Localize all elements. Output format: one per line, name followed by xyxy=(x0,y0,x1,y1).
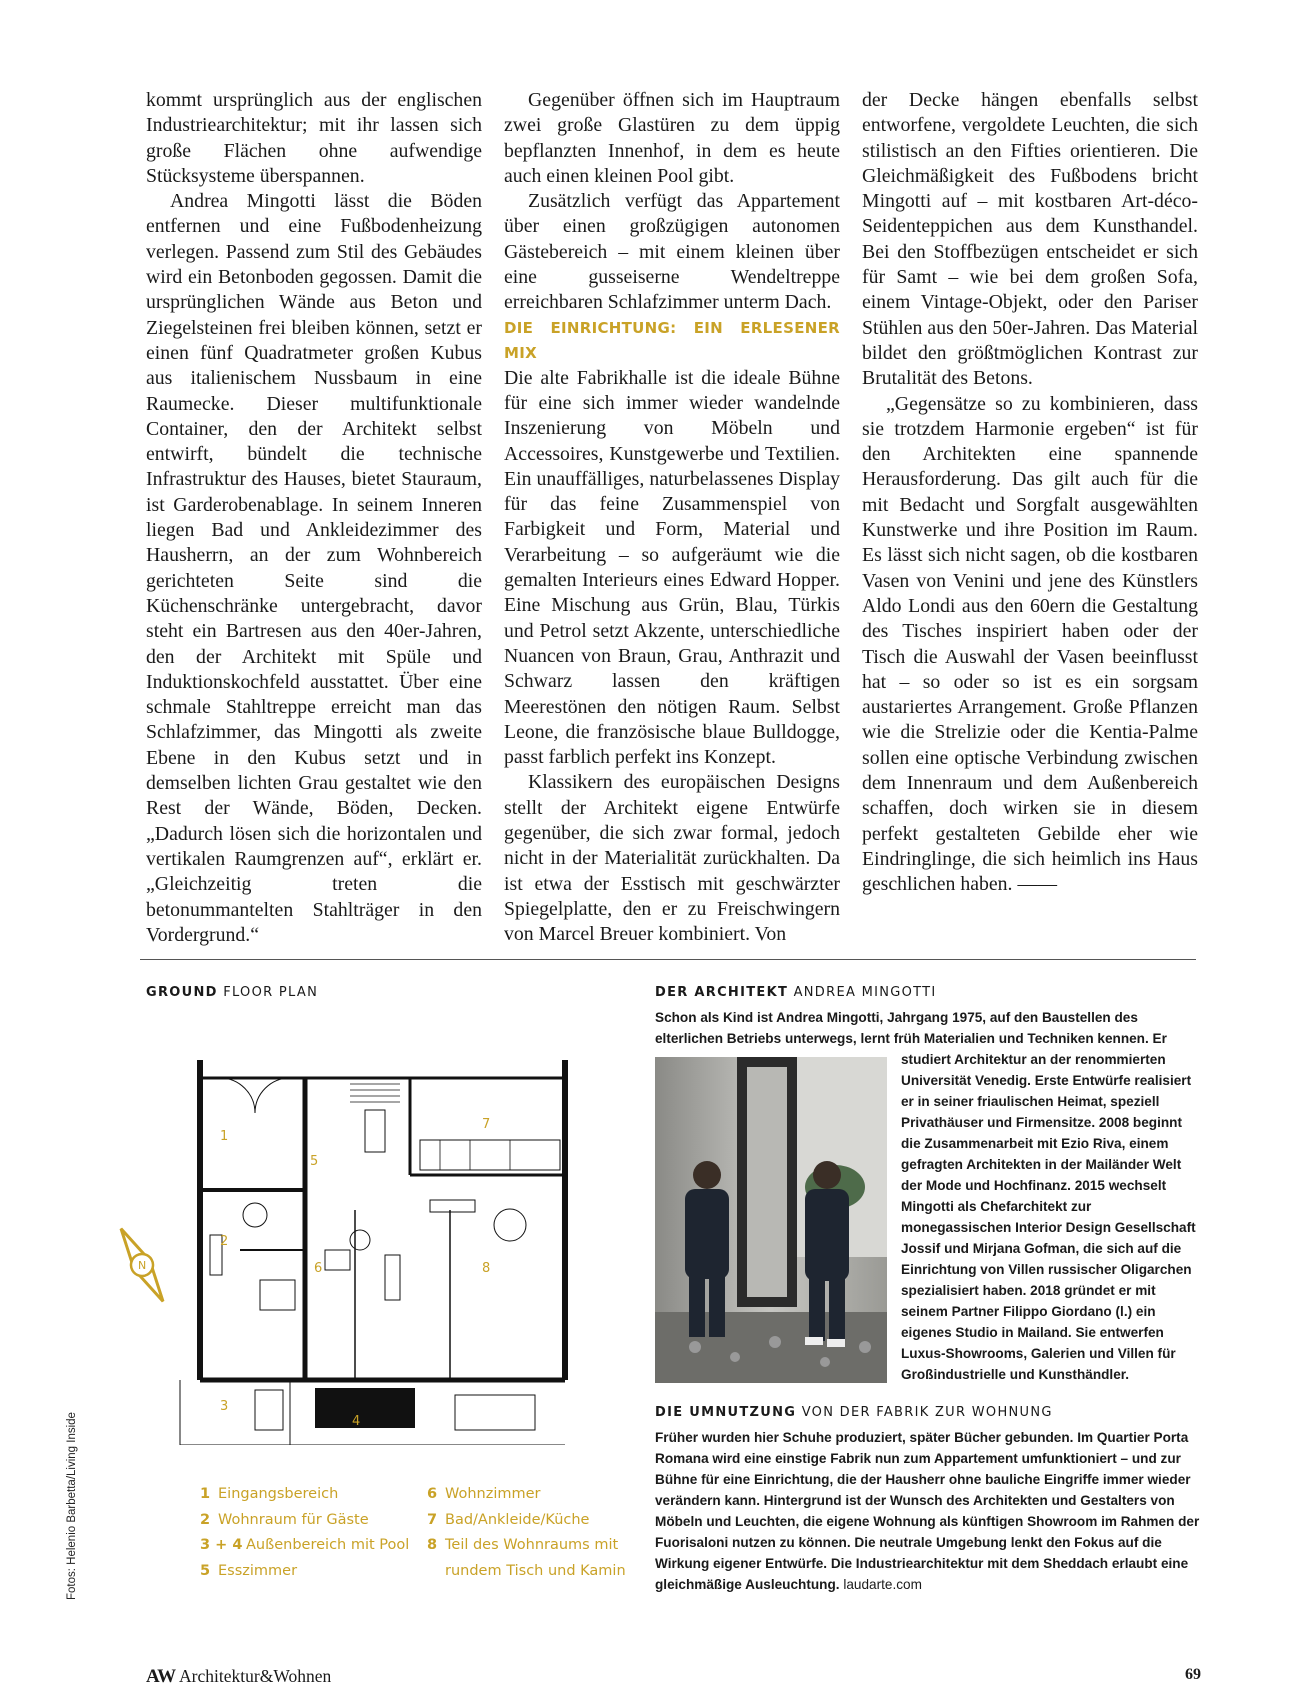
conversion-text xyxy=(655,1427,1200,1595)
legend-number: 2 xyxy=(200,1511,211,1528)
legend-item xyxy=(427,1533,626,1559)
col1-paragraph-1: kommt ursprünglich aus der englischen Industriearchitektur; mit ihr lassen sich große Flächen ohne aufwendige Stücksysteme überspannen. xyxy=(146,89,482,187)
legend-item xyxy=(200,1482,409,1508)
col1-paragraph-2: Andrea Mingotti lässt die Böden entfernen und eine Fußbodenheizung verlegen. Passend zum Stil des Gebäudes wird ein Betonboden gegossen. Damit die ursprünglichen Wände aus Beton und Ziegelsteinen frei bleiben können, setzt er einen fünf Quadratmeter großen Kubus aus italienischem Nussbaum in eine Raumecke. Dieser multifunktionale Container, den der Architekt selbst entwirft, bündelt die technische Infrastruktur des Hauses, bietet Stauraum, ist Garderobenablage. In seinem Inneren liegen Bad und Ankleidezimmer des Hausherrn, an der zum Wohnbereich gerichteten Seite sind die Küchenschränke untergebracht, davor steht ein Bartresen aus den 40er-Jahren, den der Architekt mit Spüle und Induktionskochfeld ausstattet. Über eine schmale Stahltreppe erreicht man das Schlafzimmer, das Mingotti als zweite Ebene in den Kubus setzt und in demselben lichten Grau gestaltet wie den Rest der Wände, Böden, Decken. „Dadurch lösen sich die horizontalen und vertikalen Raumgrenzen auf“, erklärt er. „Gleichzeitig treten die betonummantelten Stahlträger in den Vordergrund.“ xyxy=(146,190,482,946)
section-heading: DIE EINRICHTUNG: EIN ERLESENER MIX xyxy=(504,318,840,362)
room-number-2: 2 xyxy=(220,1234,229,1249)
floor-plan-title-rest: FLOOR PLAN xyxy=(223,985,319,1000)
article-column-2 xyxy=(504,88,840,948)
legend-label: Wohnraum für Gäste xyxy=(218,1511,369,1528)
col2-paragraph-1: Gegenüber öffnen sich im Hauptraum zwei große Glastüren zu dem üppig bepflanzten Innenhof, in dem es heute auch einen kleinen Pool gibt. xyxy=(504,89,840,187)
end-mark: —— xyxy=(1017,873,1058,896)
architect-bio: studiert Architektur an der renommierten Universität Venedig. Erste Entwürfe realisiert er in seiner friaulischen Heimat, speziell Privathäuser und Firmensitze. 2008 beginnt die Zusammenarbeit mit Ezio Riva, einem gefragten Architekten in der Mailänder Welt der Mode und Hochfinanz. 2015 wechselt Mingotti als Chefarchitekt zur monegassischen Interior Design Gesellschaft Jossif und Mirjana Gofman, die sich auf die Einrichtung von Villen russischer Oligarchen spezialisiert haben. 2018 gründet er mit seinem Partner Filippo Giordano (l.) ein eigenes Studio in Mailand. Sie entwerfen Luxus-Showrooms, Galerien und Villen für Großindustrielle und Kunsthändler. xyxy=(901,1052,1196,1382)
room-number-8: 8 xyxy=(482,1261,491,1276)
legend-item xyxy=(427,1482,626,1508)
person-right xyxy=(813,1161,841,1189)
person-left xyxy=(693,1161,721,1189)
floor-plan-drawing xyxy=(110,1050,580,1445)
conversion-title-bold: DIE UMNUTZUNG xyxy=(655,1405,797,1420)
legend-number: 7 xyxy=(427,1511,438,1528)
floor-plan-title-bold: GROUND xyxy=(146,985,218,1000)
logo-text: Architektur&Wohnen xyxy=(179,1666,332,1686)
legend-label: rundem Tisch und Kamin xyxy=(445,1562,626,1579)
conversion-body: Früher wurden hier Schuhe produziert, später Bücher gebunden. Im Quartier Porta Romana wird eine einstige Fabrik nun zum Appartement umfunktioniert – und zur Bühne für eine Einrichtung, die der Hausherr ohne bauliche Eingriffe immer wieder verändern kann. Hintergrund ist der Wunsch des Architekten und Gestalters von Möbeln und Leuchten, die eigene Wohnung als künftigen Showroom im Rahmen der Fuorisaloni nutzen zu können. Die neutrale Umgebung lenkt den Fokus auf die Wirkung eigener Entwürfe. Die Industriearchitektur mit dem Sheddach erlaubt eine gleichmäßige Ausleuchtung. xyxy=(655,1430,1200,1592)
legend-number: 1 xyxy=(200,1486,211,1502)
floor-plan-legend-right xyxy=(427,1482,626,1584)
legend-label: Bad/Ankleide/Küche xyxy=(445,1511,590,1528)
floor-plan-title xyxy=(146,985,318,1000)
architect-photo xyxy=(655,1057,887,1383)
legend-label: Teil des Wohnraums mit xyxy=(445,1537,619,1553)
floor-plan-legend-left xyxy=(200,1482,409,1584)
room-number-4: 4 xyxy=(352,1414,361,1429)
room-number-5: 5 xyxy=(310,1154,319,1169)
legend-item xyxy=(200,1508,409,1534)
article-column-3 xyxy=(862,88,1198,898)
col2-paragraph-2: Zusätzlich verfügt das Appartement über einen großzügigen autonomen Gästebereich – mit einem kleinen über eine gusseiserne Wendeltreppe erreichbaren Schlafzimmer unterm Dach. xyxy=(504,190,840,314)
legend-item xyxy=(427,1508,626,1534)
legend-item xyxy=(200,1559,409,1585)
architect-title-rest: ANDREA MINGOTTI xyxy=(793,985,937,1000)
legend-label: Außenbereich mit Pool xyxy=(246,1537,410,1553)
legend-number: 3 + 4 xyxy=(200,1537,243,1553)
room-number-3: 3 xyxy=(220,1399,229,1414)
legend-item xyxy=(200,1533,409,1559)
compass-label: N xyxy=(138,1259,147,1272)
compass-icon xyxy=(111,1223,172,1307)
legend-label: Esszimmer xyxy=(218,1562,298,1579)
room-number-1: 1 xyxy=(220,1129,229,1144)
section-divider xyxy=(140,959,1196,960)
architect-title xyxy=(655,985,937,1000)
architect-intro: Schon als Kind ist Andrea Mingotti, Jahrgang 1975, auf den Baustellen des elterlichen Betriebs unterwegs, lernt früh Materialien und Techniken kennen. Er xyxy=(655,1010,1167,1046)
col2-paragraph-4: Klassikern des europäischen Designs stellt der Architekt eigene Entwürfe gegenüber, die sich zwar formal, jedoch nicht in der Materialität zurückhalten. Da ist etwa der Esstisch mit geschwärzter Spiegelplatte, den er zu Freischwingern von Marcel Breuer kombiniert. Von xyxy=(504,771,840,946)
room-number-6: 6 xyxy=(314,1261,323,1276)
room-number-7: 7 xyxy=(482,1117,491,1132)
photo-credit: Fotos: Helenio Barbetta/Living Inside xyxy=(66,1412,78,1600)
col3-paragraph-1: der Decke hängen ebenfalls selbst entworfene, vergoldete Leuchten, die sich stilistisch an den Fifties orientieren. Die Gleichmäßigkeit des Fußbodens bricht Mingotti auf – mit kostbaren Art-déco-Seidenteppichen aus dem Kunsthandel. Bei den Stoffbezügen entscheidet er sich für Samt – wie bei dem großen Sofa, einem Vintage-Objekt, oder den Pariser Stühlen aus den 50er-Jahren. Das Material bildet den größtmöglichen Kontrast zur Brutalität des Betons. xyxy=(862,89,1198,390)
col3-paragraph-2 xyxy=(862,392,1198,898)
col3-paragraph-2-text: „Gegensätze so zu kombinieren, dass sie trotzdem Harmonie ergeben“ ist für den Architekten eine spannende Herausforderung. Das gilt auch für die mit Bedacht und Sorgfalt ausgewählten Kunstwerke und ihre Position im Raum. Es lässt sich nicht sagen, ob die kostbaren Vasen von Venini und jene des Künstlers Aldo Londi aus den 60ern die Gestaltung des Tisches inspiriert haben oder der Tisch die Auswahl der Vasen beeinflusst hat – so oder so ist es ein sorgsam austariertes Arrangement. Große Pflanzen wie die Strelizie oder die Kentia-Palme sollen eine optische Verbindung zwischen dem Innenraum und dem Außenbereich schaffen, doch wirken sie in diesem perfekt gestalteten Gebilde eher wie Eindringlinge, die sich heimlich ins Haus geschlichen haben. xyxy=(862,392,1198,896)
legend-number: 6 xyxy=(427,1486,438,1502)
page-number: 69 xyxy=(1185,1666,1201,1683)
architect-title-bold: DER ARCHITEKT xyxy=(655,985,789,1000)
logo-mark: AW xyxy=(146,1666,176,1687)
legend-number: 5 xyxy=(200,1562,211,1579)
article-column-1 xyxy=(146,88,482,948)
legend-label: Wohnzimmer xyxy=(445,1486,541,1502)
col2-paragraph-3: Die alte Fabrikhalle ist die ideale Bühne für eine sich immer wieder wandelnde Inszenierung von Möbeln und Accessoires, Kunstgewerbe und Textilien. Ein unauffälliges, naturbelassenes Display für das feine Zusammenspiel von Farbigkeit und Form, Material und Verarbeitung – so aufgeräumt wie die gemalten Interieurs eines Edward Hopper. Eine Mischung aus Grün, Blau, Türkis und Petrol setzt Akzente, unterschiedliche Nuancen von Braun, Grau, Anthrazit und Schwarz lassen den kräftigen Meerestönen den nötigen Raum. Selbst Leone, die französische blaue Bulldogge, passt farblich perfekt ins Konzept. xyxy=(504,366,840,769)
legend-number: 8 xyxy=(427,1537,438,1553)
legend-item xyxy=(427,1559,626,1585)
legend-label: Eingangsbereich xyxy=(218,1486,339,1502)
website-link[interactable]: laudarte.com xyxy=(843,1577,922,1592)
magazine-logo xyxy=(146,1666,331,1688)
conversion-title-rest: VON DER FABRIK ZUR WOHNUNG xyxy=(801,1405,1053,1420)
conversion-title xyxy=(655,1405,1053,1420)
